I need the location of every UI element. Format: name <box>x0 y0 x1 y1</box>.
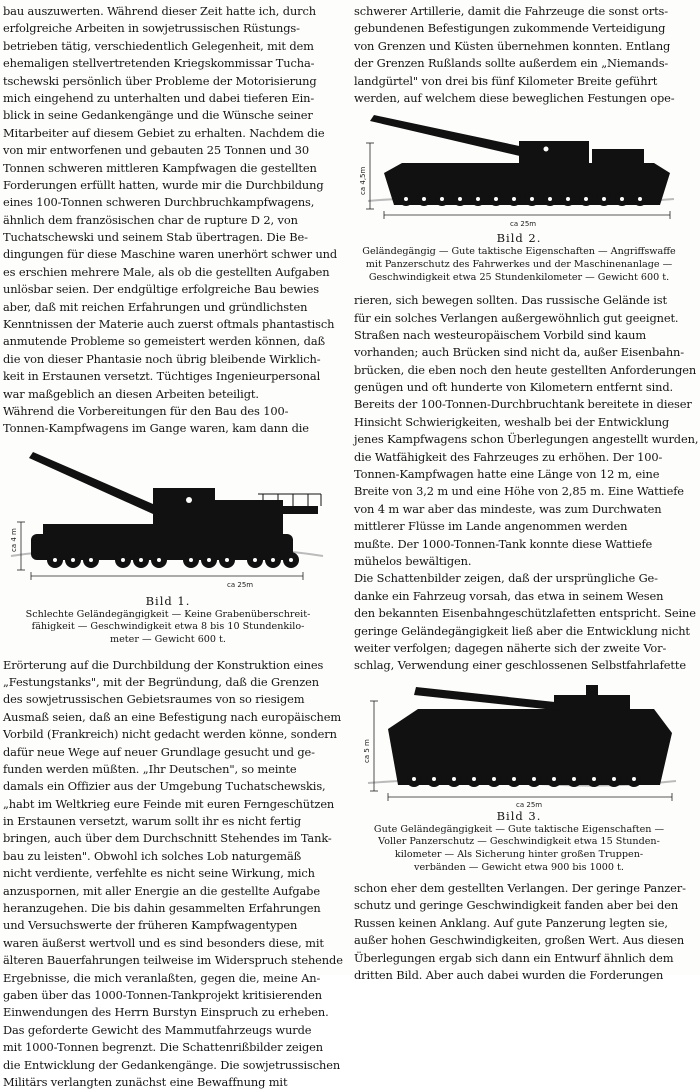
text-line: jenes Kampfwagens schon Überlegungen angestellt wurden, <box>354 432 699 447</box>
text-line: Schlechte Geländegängigkeit — Keine Grabenüberschreit- <box>25 608 311 620</box>
text-line: Vorbild (Frankreich) nicht gedacht werden könne, sondern <box>3 727 337 742</box>
text-line: Geländegängig — Gute taktische Eigenschaften — Angriffswaffe <box>362 246 676 258</box>
text-line: gebundenen Befestigungen zukommende Verteidigung <box>354 21 666 36</box>
text-line: Geschwindigkeit etwa 25 Stundenkilometer — Gewicht 600 t. <box>368 271 670 283</box>
text-line: „habt im Weltkrieg eure Feinde mit euren Ferngeschützen <box>3 796 335 811</box>
text-line: rieren, sich bewegen sollten. Das russische Gelände ist <box>354 293 667 308</box>
text-line: mühelos bewältigen. <box>354 553 472 568</box>
text-line: geringe Geländegängigkeit ließ aber die Entwicklung nicht <box>354 623 690 638</box>
text-line: Ergebnisse, die mich veranlaßten, gegen die, meine An- <box>3 970 321 985</box>
text-line: schwerer Artillerie, damit die Fahrzeuge die sonst orts- <box>354 4 668 18</box>
text-line: die von dieser Phantasie noch übrig bleibende Wirklich- <box>3 351 321 366</box>
text-line: Die Schattenbilder zeigen, daß der ursprüngliche Ge- <box>354 571 658 586</box>
figure-2-caption <box>354 246 684 284</box>
text-line: mittlerer Flüsse im Lande angenommen werden <box>354 519 628 534</box>
text-line: kilometer — Als Sicherung hinter großen Truppen- <box>394 848 644 860</box>
text-line: mußte. Der 1000-Tonnen-Tank konnte diese Wattiefe <box>354 536 653 551</box>
text-line: verbänden — Gewicht etwa 900 bis 1000 t. <box>414 861 624 873</box>
text-line: mit Panzerschutz des Fahrwerkes und der Maschinenanlage — <box>365 258 673 270</box>
text-line: anzuspornen, mit aller Energie an die gestellte Aufgabe <box>3 883 320 898</box>
text-line: Voller Panzerschutz — Geschwindigkeit etwa 15 Stunden- <box>378 836 660 848</box>
text-line: genügen und oft hunderte von Kilometern entfernt sind. <box>354 380 673 395</box>
left-paragraph-3 <box>3 657 343 1022</box>
text-line: bringen, auch über dem Durchschnitt Stehendes im Tank- <box>3 831 332 846</box>
text-line: des sowjetrussischen Gebietsraumes von so riesigem <box>3 692 305 707</box>
text-line: Erörterung auf die Durchbildung der Konstruktion eines <box>3 657 324 672</box>
left-paragraph-1 <box>3 3 338 403</box>
figure-1-height-label: ca 4 m <box>10 527 18 552</box>
text-line: Breite von 3,2 m und eine Höhe von 2,85 m. Eine Wattiefe <box>354 484 684 499</box>
right-paragraph-1 <box>354 3 684 107</box>
text-line: brücken, die eben noch den heute gestellten Anforderungen <box>354 362 697 377</box>
figure-2-title: Bild 2. <box>496 231 542 246</box>
right-column <box>354 3 699 984</box>
figure-1-length-label: ca 25m <box>227 580 254 589</box>
text-line: betrieben tätig, verschiedentlich Gelegenheit, mit dem <box>3 38 314 53</box>
figure-1-title: Bild 1. <box>145 593 191 608</box>
text-line: von 4 m war aber das mindeste, was zum Durchwaten <box>354 501 662 516</box>
left-paragraph-4 <box>3 1022 341 1091</box>
text-line: älteren Bauerfahrungen teilweise im Widerspruch stehende <box>3 953 343 968</box>
text-line: werden, auf welchem diese beweglichen Festungen ope- <box>354 90 675 105</box>
text-line: Straßen nach westeuropäischem Vorbild sind kaum <box>354 327 647 342</box>
text-line: anmutende Probleme so gemeistert werden können, daß <box>3 334 325 349</box>
text-line: bau zu leisten". Obwohl ich solches Lob naturgemäß <box>3 848 302 863</box>
text-line: damals ein Offizier aus der Umgebung Tuchatschewskis, <box>3 779 326 794</box>
text-line: schlag, Verwendung einer geschlossenen Selbstfahrlafette <box>354 658 686 673</box>
text-line: fähigkeit — Geschwindigkeit etwa 8 bis 10 Stundenkilo- <box>31 621 305 633</box>
text-line: war maßgeblich an diesen Arbeiten beteiligt. <box>3 386 259 401</box>
figure-3-length-label: ca 25m <box>516 800 543 809</box>
text-line: bau auszuwerten. Während dieser Zeit hatte ich, durch <box>3 4 316 18</box>
figure-2-height-label: ca 4,5m <box>359 167 367 196</box>
figure-1 <box>3 444 333 647</box>
text-line: Tonnen-Kampfwagens im Gange waren, kam dann die <box>3 421 309 436</box>
text-line: vorhanden; auch Brücken sind nicht da, außer Eisenbahn- <box>354 345 685 360</box>
text-line: dingungen für diese Maschine waren unerhört schwer und <box>3 247 338 262</box>
text-line: Ausmaß seien, daß an eine Befestigung nach europäischem <box>3 709 342 724</box>
text-line: Überlegungen ergab sich dann ein Entwurf ähnlich dem <box>354 950 674 965</box>
text-line: der Grenzen Rußlands sollte außerdem ein „Niemands- <box>354 56 669 71</box>
left-paragraph-2 <box>3 403 333 438</box>
text-line: Russen keinen Anklang. Auf gute Panzerung legten sie, <box>354 915 668 930</box>
text-line: Hinsicht Schwierigkeiten, weshalb bei der Entwicklung <box>354 414 670 429</box>
text-line: waren äußerst wertvoll und es sind besonders diese, mit <box>3 935 324 950</box>
text-line: den bekannten Eisenbahngeschützlafetten entspricht. Seine <box>354 606 696 621</box>
text-line: landgürtel" von drei bis fünf Kilometer Breite geführt <box>354 73 658 88</box>
text-line: von mir entworfenen und gebauten 25 Tonnen und 30 <box>3 143 310 158</box>
text-line: heranzugehen. Die bis dahin gesammelten Erfahrungen <box>3 901 321 916</box>
figure-1-caption <box>3 609 333 647</box>
text-line: Tonnen-Kampfwagen hatte eine Länge von 12 m, eine <box>354 467 660 482</box>
text-line: es erschien mehrere Male, als ob die gestellten Aufgaben <box>3 264 330 279</box>
text-line: schutz und geringe Geschwindigkeit fanden aber bei den <box>354 898 679 913</box>
right-paragraph-3 <box>354 570 696 674</box>
text-line: außer hohen Geschwindigkeiten, großen Wert. Aus diesen <box>354 933 685 948</box>
text-line: Tuchatschewski und seinem Stab übertragen. Die Be- <box>3 230 308 245</box>
text-line: mich eingehend zu unterhalten und dabei tieferen Ein- <box>3 90 315 105</box>
text-line: in Erstaunen versetzt, warum sollt ihr es nicht fertig <box>3 814 302 829</box>
text-line: keit in Erstaunen versetzt. Tüchtiges Ingenieurpersonal <box>3 369 321 384</box>
text-line: danke ein Fahrzeug vorsah, das etwa in seinem Wesen <box>354 588 664 603</box>
text-line: erfolgreiche Arbeiten in sowjetrussischen Rüstungs- <box>3 21 300 36</box>
text-line: weiter verfolgen; dagegen näherte sich der zweite Vor- <box>354 640 667 655</box>
text-line: Forderungen erfüllt hatten, wurde mir die Durchbildung <box>3 177 324 192</box>
text-line: dritten Bild. Aber auch dabei wurden die Forderungen <box>354 968 664 983</box>
right-paragraph-4 <box>354 880 684 984</box>
left-column <box>3 3 343 1091</box>
right-paragraph-2 <box>354 292 699 570</box>
text-line: Während die Vorbereitungen für den Bau des 100- <box>3 403 289 418</box>
figure-3-caption <box>354 824 684 874</box>
text-line: schon eher dem gestellten Verlangen. Der geringe Panzer- <box>354 881 686 896</box>
text-line: eines 100-Tonnen schweren Durchbruchkampfwagens, <box>3 195 315 210</box>
figure-1-silhouette <box>3 444 333 594</box>
text-line: aber, daß mit reichen Erfahrungen und gründlichsten <box>3 299 308 314</box>
text-line: die Entwicklung der Gedankengänge. Die sowjetrussischen <box>3 1057 341 1072</box>
text-line: die Watfähigkeit des Fahrzeuges zu erhöhen. Der 100- <box>354 449 663 464</box>
figure-2-length-label: ca 25m <box>510 220 537 229</box>
text-line: ähnlich dem französischen char de rupture D 2, von <box>3 212 298 227</box>
figure-3-height-label: ca 5 m <box>363 738 371 763</box>
text-line: ehemaligen stellvertretenden Kriegskommissar Tucha- <box>3 56 315 71</box>
text-line: Kenntnissen der Materie auch zuerst oftmals phantastisch <box>3 317 335 332</box>
text-line: Gute Geländegängigkeit — Gute taktische Eigenschaften — <box>373 823 665 835</box>
text-line: von Grenzen und Küsten übernehmen konnten. Entlang <box>354 38 671 53</box>
text-line: Mitarbeiter auf diesem Gebiet zu erhalten. Nachdem die <box>3 125 325 140</box>
text-line: blick in seine Gedankengänge und die Wünsche seiner <box>3 108 313 123</box>
figure-3-title: Bild 3. <box>496 808 542 823</box>
text-line: meter — Gewicht 600 t. <box>110 633 226 645</box>
text-line: tschewski persönlich über Probleme der Motorisierung <box>3 73 317 88</box>
text-line: Bereits der 100-Tonnen-Durchbruchtank bereitete in dieser <box>354 397 692 412</box>
figure-3 <box>354 681 684 874</box>
figure-2 <box>354 111 684 284</box>
text-line: unlösbar seien. Der endgültige erfolgreiche Bau bewies <box>3 282 319 297</box>
text-line: Tonnen schweren mittleren Kampfwagen die gestellten <box>3 160 317 175</box>
text-line: gaben über das 1000-Tonnen-Tankprojekt kritisierenden <box>3 987 322 1002</box>
text-line: nicht verdiente, verfehlte es nicht seine Wirkung, mich <box>3 866 315 881</box>
text-line: mit 1000-Tonnen begrenzt. Die Schattenrißbilder zeigen <box>3 1040 324 1055</box>
text-line: dafür neue Wege auf neuer Grundlage gesucht und ge- <box>3 744 315 759</box>
text-line: Militärs verlangten zunächst eine Bewaffnung mit <box>3 1074 288 1089</box>
text-line: funden werden müßten. „Ihr Deutschen", so meinte <box>3 761 297 776</box>
text-line: für ein solches Verlangen außergewöhnlich gut geeignet. <box>354 310 679 325</box>
text-line: Das geforderte Gewicht des Mammutfahrzeugs wurde <box>3 1022 312 1037</box>
figure-2-silhouette <box>354 111 684 231</box>
text-line: und Versuchswerte der früheren Kampfwagentypen <box>3 918 298 933</box>
text-line: Einwendungen des Herrn Burstyn Einspruch zu erheben. <box>3 1005 329 1020</box>
figure-3-silhouette <box>354 681 684 809</box>
text-line: „Festungstanks", mit der Begründung, daß die Grenzen <box>3 674 319 689</box>
